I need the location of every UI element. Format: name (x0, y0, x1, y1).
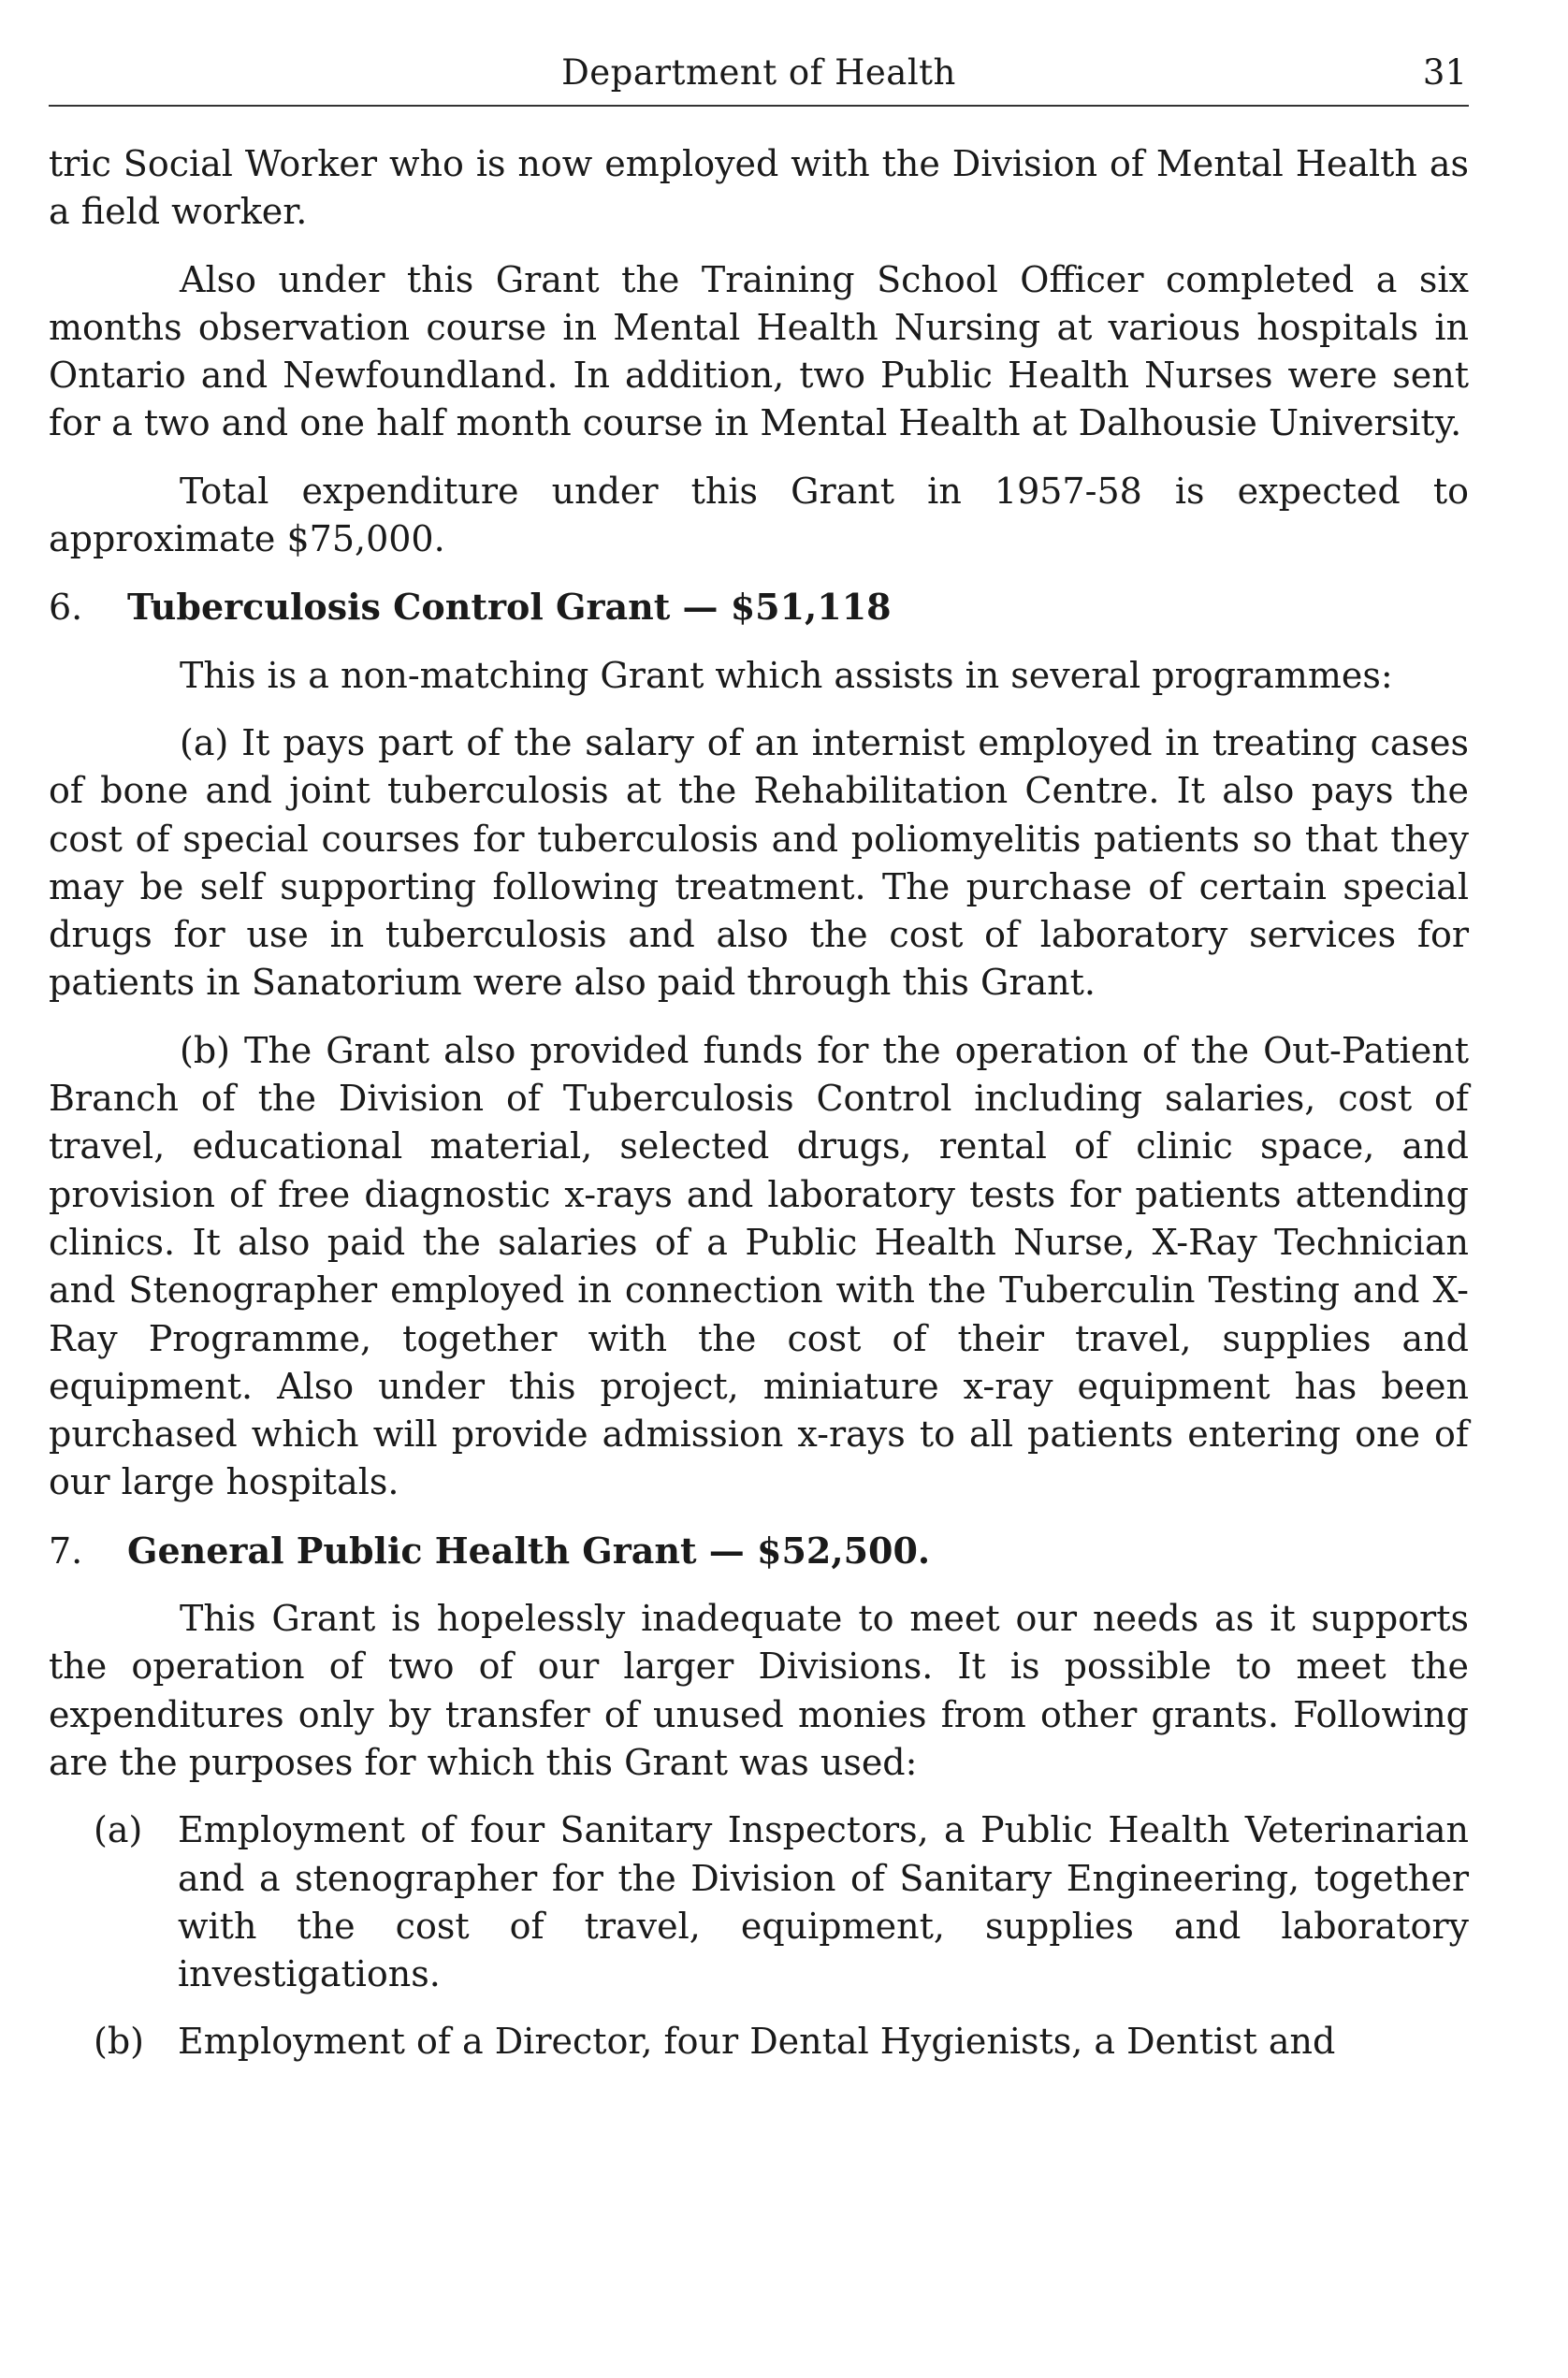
section-6-item-b: (b) The Grant also provided funds for the operation of the Out-Patient Branch of the Division of Tuberculosis Control including salaries, cost of travel, educational material, selected drugs, rental of clinic space, and provision of free diagnostic x-rays and laboratory tests for patients attending clinics. It also paid the salaries of a Public Health Nurse, X-Ray Technician and Stenographer employed in connection with the Tuberculin Testing and X-Ray Programme, together with the cost of their travel, supplies and equipment. Also under this project, miniature x-ray equipment has been purchased which will provide admission x-rays to all patients entering one of our large hospitals. (49, 1029, 1469, 1503)
item-label: (b) (94, 2021, 144, 2063)
section-7-intro: This Grant is hopelessly inadequate to meet our needs as it supports the operation of two of our larger Divisions. It is possible to meet the expenditures only by transfer of unused monies from other grants. Following are the purposes for which this Grant was used: (49, 1598, 1469, 1783)
section-6-number: 6. (49, 587, 83, 629)
section-6-intro: This is a non-matching Grant which assists in several programmes: (180, 654, 1393, 696)
section-7-item-b (49, 2018, 1469, 2066)
section-6-item-a: (a) It pays part of the salary of an internist employed in treating cases of bone and joint tuberculosis at the Rehabilitation Centre. It also pays the cost of special courses for tuberculosis and poliomyelitis patients so that they may be self supporting following treatment. The purchase of certain special drugs for use in tuberculosis and also the cost of laboratory services for patients in Sanatorium were also paid through this Grant. (49, 721, 1469, 1004)
paragraph-continuation: tric Social Worker who is now employed with the Division of Mental Health as a field worker. (49, 143, 1469, 233)
section-6-title: Tuberculosis Control Grant — $51,118 (127, 586, 892, 629)
section-7-number: 7. (49, 1530, 83, 1572)
item-text: Employment of four Sanitary Inspectors, a Public Health Veterinarian and a stenographer for the Division of Sanitary Engineering, together with the cost of travel, equipment, supplies and laboratory investigations. (178, 1809, 1469, 1995)
paragraph-expenditure: Total expenditure under this Grant in 1957-58 is expected to approximate $75,000. (49, 470, 1469, 560)
section-6-heading (49, 583, 1469, 631)
page-header (49, 47, 1469, 107)
section-7-heading (49, 1527, 1469, 1575)
page-body (49, 140, 1469, 2066)
section-7-item-a (49, 1806, 1469, 1998)
paragraph-training: Also under this Grant the Training School Officer completed a six months observation course in Mental Health Nursing at various hospitals in Ontario and Newfoundland. In addition, two Public Health Nurses were sent for a two and one half month course in Mental Health at Dalhousie University. (49, 258, 1469, 444)
running-title: Department of Health (561, 52, 956, 93)
page-number: 31 (1422, 52, 1467, 93)
item-label: (a) (94, 1809, 143, 1851)
section-7-title: General Public Health Grant — $52,500. (127, 1529, 931, 1572)
item-text: Employment of a Director, four Dental Hygienists, a Dentist and (178, 2021, 1336, 2063)
